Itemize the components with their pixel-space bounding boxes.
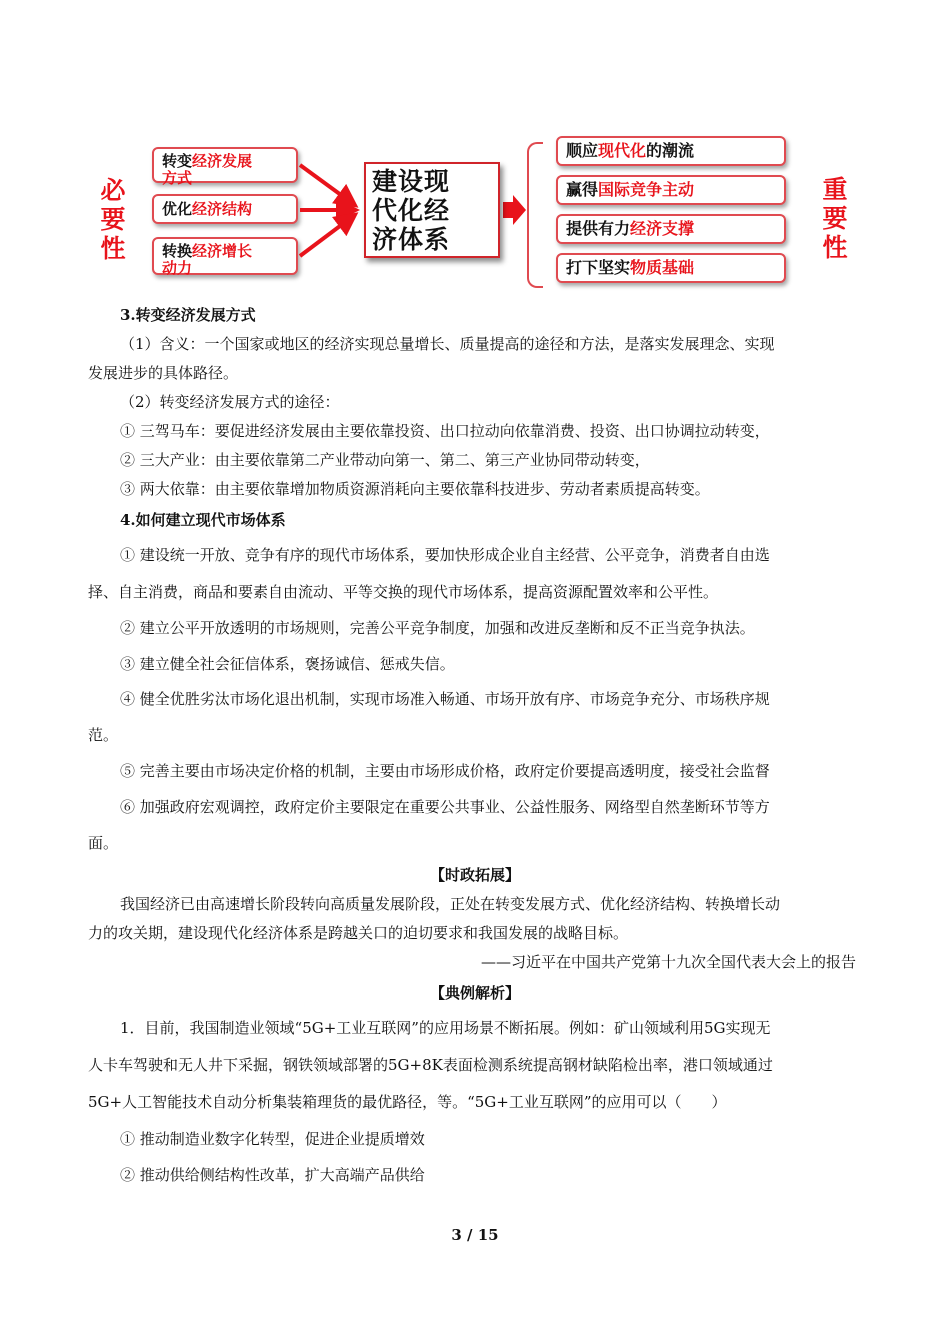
box-text-red: 经济增长 (192, 242, 253, 260)
necessity-char-3: 性 (100, 234, 126, 263)
box-text-red: 动力 (162, 259, 193, 277)
section4-line-1: ① 建设统一开放、竞争有序的现代市场体系，要加快形成企业自主经营、公平竞争，消费者自由选 (120, 546, 770, 564)
section4-line-7: ⑤ 完善主要由市场决定价格的机制，主要由市场形成价格，政府定价要提高透明度，接受社会监督 (120, 762, 770, 780)
box-win-competition (556, 175, 786, 205)
section3-line-6: ③ 两大依靠：由主要依靠增加物质资源消耗向主要依靠科技进步、劳动者素质提高转变。 (120, 480, 710, 498)
box-economic-support (556, 214, 786, 244)
economic-system-diagram (0, 0, 950, 300)
section4-line-9: 面。 (88, 834, 119, 852)
box-text-red: 经济发展 (192, 152, 253, 170)
extension-line-1: 我国经济已由高速增长阶段转向高质量发展阶段，正处在转变发展方式、优化经济结构、转换增长动 (120, 895, 781, 913)
box-text-black: 优化 (162, 200, 193, 218)
extension-source: ——习近平在中国共产党第十九次全国代表大会上的报告 (480, 953, 856, 971)
extension-line-2: 力的攻关期，建设现代化经济体系是跨越关口的迫切要求和我国发展的战略目标。 (88, 924, 629, 942)
example-line-3: 5G+人工智能技术自动分析集装箱理货的最优路径，等。“5G+工业互联网”的应用可以（ ） (88, 1093, 727, 1111)
section3-line-4: ① 三驾马车：要促进经济发展由主要依靠投资、出口拉动向依靠消费、投资、出口协调拉动转变， (120, 422, 770, 440)
box-text-black: 提供有力 (566, 219, 631, 238)
importance-char-2: 要 (822, 204, 848, 233)
box-text-black: 顺应 (566, 141, 599, 160)
section4-heading: 4.如何建立现代市场体系 (120, 511, 286, 529)
box-text-black: 转换 (162, 242, 193, 260)
right-bracket (527, 142, 543, 288)
section4-line-5: ④ 健全优胜劣汰市场化退出机制，实现市场准入畅通、市场开放有序、市场竞争充分、市场秩序规 (120, 690, 770, 708)
box-text-black: 的潮流 (646, 141, 695, 160)
importance-char-3: 性 (822, 233, 848, 262)
box-text-black: 转变 (162, 152, 193, 170)
arrow-1 (300, 165, 352, 203)
section3-line-3: （2）转变经济发展方式的途径： (120, 393, 340, 411)
arrow-3 (300, 217, 352, 256)
section4-line-3: ② 建立公平开放透明的市场规则，完善公平竞争制度，加强和改进反垄断和反不正当竞争执法。 (120, 619, 755, 637)
section3-line-5: ② 三大产业：由主要依靠第二产业带动向第一、第二、第三产业协同带动转变， (120, 451, 650, 469)
example-line-2: 人卡车驾驶和无人井下采掘，钢铁领域部署的5G+8K表面检测系统提高钢材缺陷检出率，港口领域通过 (88, 1056, 773, 1074)
box-follow-modernization (556, 136, 786, 166)
extension-heading: 【时政拓展】 (429, 866, 520, 884)
section4-line-2: 择、自主消费，商品和要素自由流动、平等交换的现代市场体系，提高资源配置效率和公平性。 (88, 583, 719, 601)
importance-label (818, 175, 852, 262)
necessity-char-1: 必 (100, 176, 126, 205)
necessity-char-2: 要 (100, 205, 126, 234)
block-arrow (503, 195, 526, 225)
section3-heading: 3.转变经济发展方式 (120, 306, 256, 324)
example-heading: 【典例解析】 (429, 984, 520, 1002)
box-text-red: 经济结构 (192, 200, 253, 218)
box-text-black: 赢得 (566, 180, 599, 199)
box-text-red: 经济支撑 (630, 219, 695, 238)
section3-line-2: 发展进步的具体路径。 (88, 364, 239, 382)
example-option-2: ② 推动供给侧结构性改革，扩大高端产品供给 (120, 1166, 425, 1184)
center-line-2: 代化经 (372, 196, 451, 225)
page-number: 3 / 15 (451, 1226, 499, 1244)
center-line-1: 建设现 (372, 167, 451, 196)
box-text-black: 打下坚实 (566, 258, 631, 277)
section3-line-1: （1）含义：一个国家或地区的经济实现总量增长、质量提高的途径和方法，是落实发展理念、实现 (120, 335, 775, 353)
box-text-red: 国际竞争主动 (598, 180, 695, 199)
section4-line-4: ③ 建立健全社会征信体系，褒扬诚信、惩戒失信。 (120, 655, 455, 673)
box-material-foundation (556, 253, 786, 283)
box-text-red: 现代化 (598, 141, 647, 160)
box-text-red: 方式 (162, 169, 193, 187)
section4-line-6: 范。 (88, 726, 119, 744)
importance-char-1: 重 (822, 175, 848, 204)
center-box-modern-economic-system (364, 162, 500, 258)
section4-line-8: ⑥ 加强政府宏观调控，政府定价主要限定在重要公共事业、公益性服务、网络型自然垄断环节等方 (120, 798, 770, 816)
box-text-red: 物质基础 (630, 258, 695, 277)
example-option-1: ① 推动制造业数字化转型，促进企业提质增效 (120, 1130, 425, 1148)
center-line-3: 济体系 (372, 225, 451, 254)
example-line-1: 1．目前，我国制造业领域“5G+工业互联网”的应用场景不断拓展。例如：矿山领域利用5G实现无 (120, 1019, 771, 1037)
